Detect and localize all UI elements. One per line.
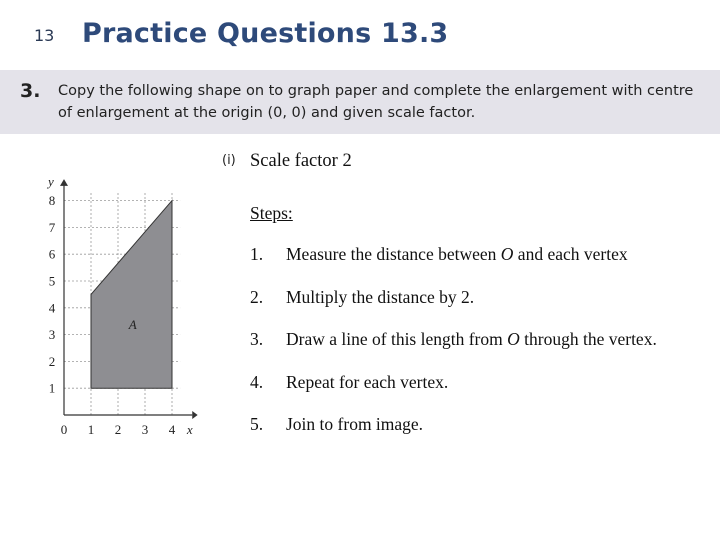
y-tick-label: 4	[48, 300, 56, 316]
y-axis-arrow-icon	[60, 179, 68, 186]
part-label: (i)	[222, 153, 236, 168]
x-tick-label: 0	[60, 422, 68, 437]
coordinate-grid	[28, 165, 208, 440]
shape-a	[91, 201, 172, 389]
step-text: Draw a line of this length from	[286, 329, 508, 349]
shape-label: A	[128, 317, 137, 333]
step-number: 4.	[250, 372, 264, 392]
steps-heading: Steps:	[250, 203, 293, 223]
step-text: Repeat for each vertex.	[286, 372, 449, 392]
step-text: Multiply the distance by 2.	[286, 287, 475, 307]
step-5	[250, 414, 423, 435]
step-variable: O	[507, 329, 520, 349]
chapter-number: 13	[34, 26, 55, 45]
x-tick-labels	[61, 422, 176, 437]
y-tick-label: 5	[48, 273, 56, 289]
x-axis-label: x	[186, 422, 193, 437]
step-text-end: and each vertex	[513, 244, 628, 264]
y-tick-labels	[49, 193, 56, 396]
x-tick-label: 2	[114, 422, 122, 437]
x-tick-label: 3	[141, 422, 149, 437]
y-axis-label: y	[48, 173, 54, 189]
scale-factor-text: Scale factor 2	[250, 151, 352, 171]
question-number: 3.	[20, 80, 41, 102]
y-tick-label: 2	[48, 353, 56, 369]
step-number: 5.	[250, 414, 264, 434]
step-2	[250, 287, 474, 308]
step-text: Measure the distance between	[286, 244, 501, 264]
y-tick-label: 7	[48, 219, 56, 235]
page-title: Practice Questions 13.3	[82, 18, 449, 49]
step-1	[250, 244, 628, 265]
step-3	[250, 329, 657, 350]
step-number: 3.	[250, 329, 264, 349]
question-text: Copy the following shape on to graph paper and complete the enlargement with centre of enlargement at the origin (0, 0) and given scale factor.	[58, 83, 694, 121]
y-tick-label: 8	[48, 193, 56, 209]
y-tick-label: 6	[48, 246, 56, 262]
step-4	[250, 372, 448, 393]
step-variable: O	[500, 244, 514, 264]
y-tick-label: 3	[48, 327, 56, 343]
question-box	[0, 70, 720, 134]
step-number: 1.	[250, 244, 264, 264]
x-tick-label: 1	[87, 422, 95, 437]
y-tick-label: 1	[48, 380, 56, 396]
step-text-end: through the vertex.	[519, 329, 657, 349]
x-tick-label: 4	[168, 422, 176, 437]
step-number: 2.	[250, 287, 264, 307]
step-text: Join to from image.	[286, 414, 424, 434]
x-axis-arrow-icon	[192, 411, 197, 419]
